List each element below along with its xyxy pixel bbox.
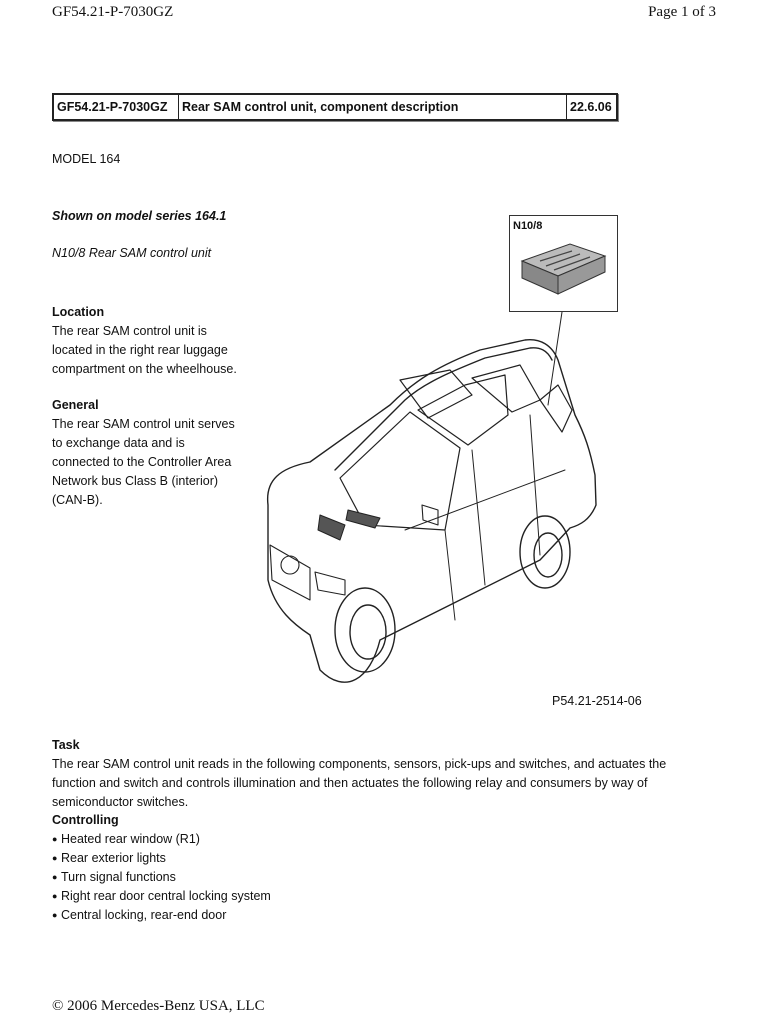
title-date-cell: 22.6.06: [570, 100, 612, 114]
title-table: [52, 93, 618, 121]
bullet-icon: ●: [52, 834, 58, 844]
list-item: ● Heated rear window (R1): [52, 830, 352, 849]
bullet-icon: ●: [52, 891, 58, 901]
list-item: ● Turn signal functions: [52, 868, 352, 887]
component-line: N10/8 Rear SAM control unit: [52, 246, 212, 260]
task-heading: Task: [52, 738, 80, 752]
bullet-icon: ●: [52, 853, 58, 863]
bullet-icon: ●: [52, 910, 58, 920]
shown-on-line: Shown on model series 164.1: [52, 209, 227, 223]
model-line: MODEL 164: [52, 152, 121, 166]
list-item: ● Right rear door central locking system: [52, 887, 352, 906]
general-section: [52, 396, 242, 510]
title-description-cell: Rear SAM control unit, component description: [179, 95, 567, 119]
task-section: [52, 736, 672, 812]
page-number: Page 1 of 3: [648, 4, 716, 20]
list-item: ● Rear exterior lights: [52, 849, 352, 868]
figure-reference: P54.21-2514-06: [552, 694, 642, 708]
list-item: ● Central locking, rear-end door: [52, 906, 352, 925]
document-id: GF54.21-P-7030GZ: [52, 4, 174, 20]
location-heading: Location: [52, 305, 105, 319]
inset-label: N10/8: [513, 220, 543, 232]
copyright-footer: © 2006 Mercedes-Benz USA, LLC: [52, 998, 265, 1014]
title-code-cell: GF54.21-P-7030GZ: [54, 95, 179, 119]
location-text: The rear SAM control unit is located in the right rear luggage compartment on the wheelhouse.: [52, 324, 237, 376]
bullet-icon: ●: [52, 872, 58, 882]
controlling-heading: Controlling: [52, 813, 119, 827]
general-text: The rear SAM control unit serves to exchange data and is connected to the Controller Area Network bus Class B (interior) (CAN-B).: [52, 417, 235, 507]
controlling-section: [52, 811, 352, 925]
location-section: [52, 303, 242, 379]
general-heading: General: [52, 398, 99, 412]
controlling-list: [52, 830, 352, 925]
task-text: The rear SAM control unit reads in the following components, sensors, pick-ups and switches, and actuates the function and switch and controls illumination and then actuates the following relay and consumers by way of semiconductor switches.: [52, 757, 667, 809]
